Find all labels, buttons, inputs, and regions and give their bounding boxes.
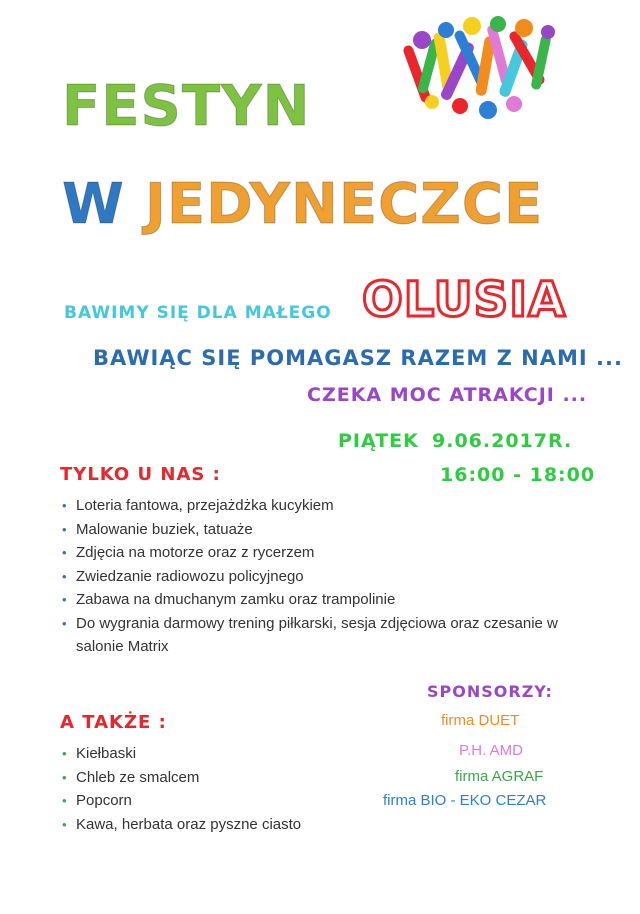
- list-item: • Zwiedzanie radiowozu policyjnego: [62, 565, 562, 589]
- title-jedyneczce: JEDYNECZCE: [145, 172, 544, 237]
- sponsor-agraf: firma AGRAF: [455, 768, 544, 785]
- bullet-icon: •: [62, 568, 67, 584]
- section-heading-tylko: TYLKO U NAS :: [60, 464, 221, 485]
- subtitle-bawimy: BAWIMY SIĘ DLA MAŁEGO: [64, 303, 332, 323]
- bullet-icon: •: [62, 592, 67, 607]
- subtitle-pomagasz: BAWIĄC SIĘ POMAGASZ RAZEM Z NAMI ...: [93, 346, 623, 370]
- bullet-icon: •: [62, 615, 67, 631]
- sponsor-amd: P.H. AMD: [459, 742, 523, 759]
- list-item: • Zabawa na dmuchanym zamku oraz trampolinie: [62, 588, 562, 612]
- event-time: 16:00 - 18:00: [440, 464, 596, 486]
- bullet-icon: •: [62, 793, 67, 808]
- list-item: • Loteria fantowa, przejażdżka kucykiem: [62, 494, 562, 518]
- title-festyn: FESTYN: [62, 74, 311, 139]
- bullet-icon: •: [62, 545, 67, 560]
- event-day: PIĄTEK: [338, 430, 419, 452]
- highlight-olusia: OLUSIA: [362, 272, 567, 328]
- event-date: 9.06.2017R.: [432, 430, 573, 452]
- bullet-icon: •: [62, 816, 67, 832]
- bullet-icon: •: [62, 521, 67, 537]
- bullet-icon: •: [62, 769, 67, 785]
- balloon-icon: [402, 16, 555, 119]
- sponsor-bio-eko-cezar: firma BIO - EKO CEZAR: [383, 792, 547, 809]
- balloon-animals-decoration: [402, 14, 562, 126]
- list-item: • Do wygrania darmowy trening piłkarski, sesja zdjęciowa oraz czesanie w salonie Matrix: [62, 612, 562, 659]
- list-item: • Kiełbaski: [62, 742, 392, 766]
- list-item: • Malowanie buziek, tatuaże: [62, 518, 562, 542]
- section-heading-atakze: A TAKŻE :: [60, 712, 167, 733]
- subtitle-atrakcje: CZEKA MOC ATRAKCJI ...: [307, 384, 588, 406]
- food-list: [62, 742, 392, 836]
- list-item: • Chleb ze smalcem: [62, 766, 392, 790]
- bullet-icon: •: [62, 746, 67, 761]
- sponsors-heading: SPONSORZY:: [427, 682, 553, 701]
- list-item: • Zdjęcia na motorze oraz z rycerzem: [62, 541, 562, 565]
- sponsor-duet: firma DUET: [441, 712, 520, 729]
- bullet-icon: •: [62, 498, 67, 513]
- list-item: • Kawa, herbata oraz pyszne ciasto: [62, 813, 392, 837]
- title-w: W: [62, 172, 125, 237]
- attractions-list: [62, 494, 562, 659]
- list-item: • Popcorn: [62, 789, 392, 813]
